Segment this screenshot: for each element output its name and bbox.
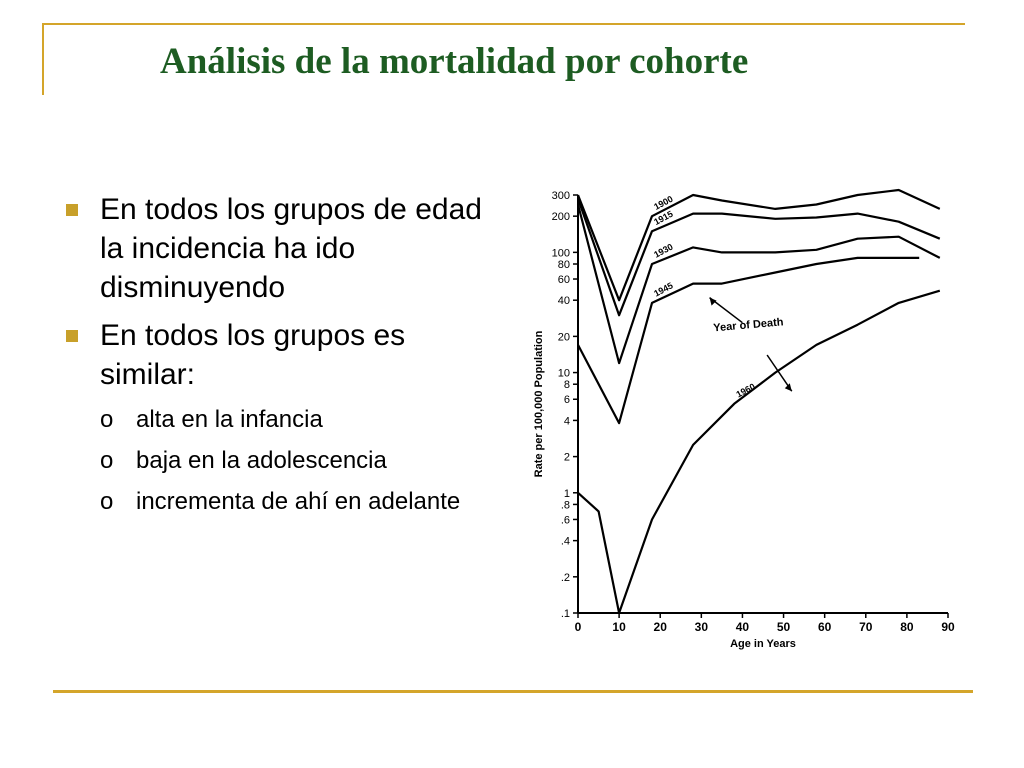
series-label-1930: 1930 xyxy=(652,241,675,260)
sub-bullet-text: incrementa de ahí en adelante xyxy=(136,488,461,515)
series-label-1960: 1960 xyxy=(734,381,757,400)
x-tick-label: 40 xyxy=(735,620,750,634)
y-tick-label: 10 xyxy=(557,367,570,380)
sub-bullet-item xyxy=(62,403,492,436)
series-line-1960 xyxy=(578,291,940,613)
x-tick-label: 50 xyxy=(776,620,791,634)
y-tick-label: 200 xyxy=(551,211,570,224)
series-label-1900: 1900 xyxy=(652,193,675,212)
y-tick-label: .8 xyxy=(560,499,570,512)
x-tick-label: 60 xyxy=(817,620,832,634)
bullet-list xyxy=(62,190,492,526)
series-line-1945 xyxy=(578,258,919,423)
sub-bullet-text: alta en la infancia xyxy=(136,406,323,433)
circle-bullet-icon: o xyxy=(100,406,114,433)
bullet-item xyxy=(62,190,492,307)
annotation-arrowhead-down xyxy=(785,383,792,391)
circle-bullet-icon: o xyxy=(100,488,114,515)
y-tick-label: 300 xyxy=(551,190,570,202)
mortality-cohort-chart xyxy=(518,185,968,655)
y-tick-label: .1 xyxy=(560,608,570,620)
y-tick-label: 8 xyxy=(563,379,570,392)
circle-bullet-icon: o xyxy=(100,447,114,474)
x-tick-label: 70 xyxy=(859,620,873,634)
x-axis-label: Age in Years xyxy=(730,638,796,650)
y-tick-label: 40 xyxy=(557,295,570,308)
x-tick-label: 10 xyxy=(612,620,626,634)
x-tick-label: 30 xyxy=(694,620,709,634)
x-tick-label: 90 xyxy=(941,620,955,634)
y-tick-label: 80 xyxy=(557,259,570,272)
series-label-1945: 1945 xyxy=(652,280,675,299)
x-tick-label: 80 xyxy=(900,620,914,634)
square-bullet-icon xyxy=(66,204,78,216)
annotation-arrowhead-up xyxy=(710,298,717,306)
y-tick-label: 2 xyxy=(563,451,570,464)
y-tick-label: 4 xyxy=(563,415,570,428)
bullet-text: En todos los grupos de edad la incidencia ha ido disminuyendo xyxy=(100,193,482,304)
y-tick-label: .2 xyxy=(560,571,570,584)
x-tick-label: 0 xyxy=(574,620,582,634)
left-rule xyxy=(42,23,44,95)
x-tick-label: 20 xyxy=(653,620,667,634)
bullet-text: En todos los grupos es similar: xyxy=(100,319,406,391)
y-tick-label: .4 xyxy=(560,535,570,548)
y-axis-label: Rate per 100,000 Population xyxy=(533,330,545,478)
bottom-rule xyxy=(53,690,973,693)
sub-bullet-text: baja en la adolescencia xyxy=(136,447,387,474)
top-rule xyxy=(44,23,965,25)
y-tick-label: 1 xyxy=(563,487,570,500)
square-bullet-icon xyxy=(66,330,78,342)
y-tick-label: .6 xyxy=(560,514,570,527)
sub-bullet-item xyxy=(62,485,492,518)
y-tick-label: 6 xyxy=(563,394,570,407)
y-tick-label: 20 xyxy=(557,331,570,344)
sub-bullet-item xyxy=(62,444,492,477)
year-of-death-annotation: Year of Death xyxy=(712,316,784,335)
series-label-1915: 1915 xyxy=(652,208,675,227)
slide-title: Análisis de la mortalidad por cohorte xyxy=(160,41,749,82)
y-tick-label: 100 xyxy=(551,247,570,260)
bullet-item xyxy=(62,316,492,394)
y-tick-label: 60 xyxy=(557,274,570,287)
